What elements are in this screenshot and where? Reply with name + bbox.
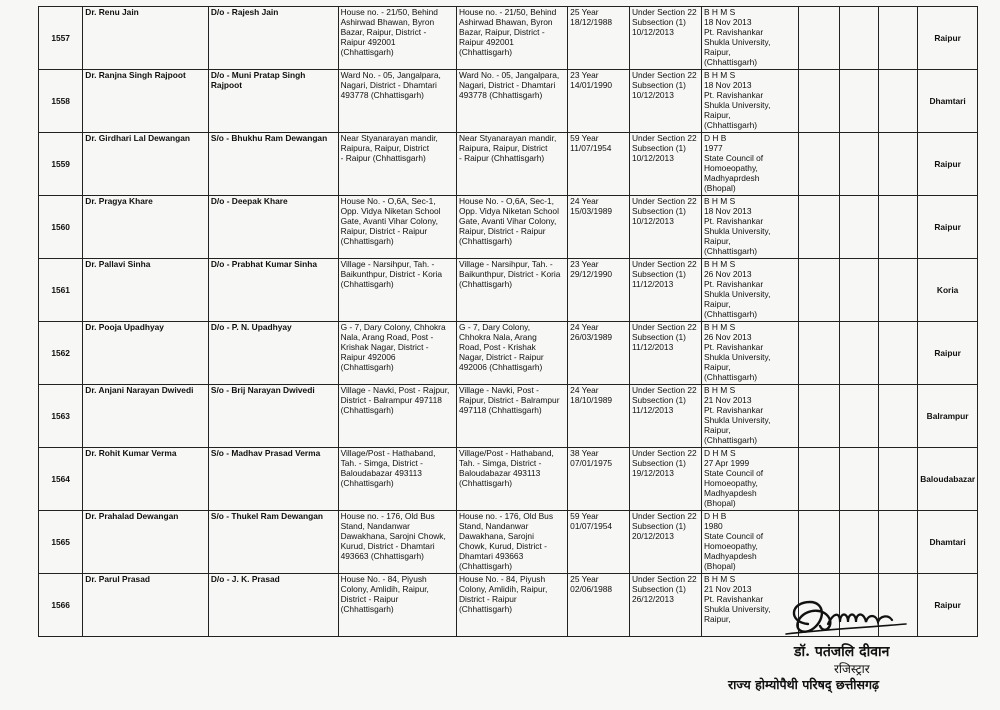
serial-number-cell: 1562	[39, 322, 83, 385]
qualification-cell: B H M S 26 Nov 2013 Pt. Ravishankar Shukla University, Raipur, (Chhattisgarh)	[702, 259, 799, 322]
blank-cell	[879, 70, 918, 133]
blank-cell	[798, 322, 839, 385]
blank-cell	[839, 7, 878, 70]
qualification-cell: B H M S 21 Nov 2013 Pt. Ravishankar Shukla University, Raipur, (Chhattisgarh)	[702, 385, 799, 448]
age-dob-cell: 23 Year 14/01/1990	[568, 70, 630, 133]
blank-cell	[839, 133, 878, 196]
qualification-cell: B H M S 18 Nov 2013 Pt. Ravishankar Shukla University, Raipur, (Chhattisgarh)	[702, 196, 799, 259]
table-row	[39, 322, 978, 385]
registration-section-cell: Under Section 22 Subsection (1) 10/12/2013	[629, 70, 701, 133]
doctor-name-cell: Dr. Ranjna Singh Rajpoot	[83, 70, 209, 133]
district-cell: Raipur	[918, 322, 978, 385]
age-dob-cell: 38 Year 07/01/1975	[568, 448, 630, 511]
registration-section-cell: Under Section 22 Subsection (1) 20/12/2013	[629, 511, 701, 574]
registration-section-cell: Under Section 22 Subsection (1) 10/12/2013	[629, 133, 701, 196]
table-row	[39, 196, 978, 259]
qualification-cell: B H M S 21 Nov 2013 Pt. Ravishankar Shukla University, Raipur,	[702, 574, 799, 637]
qualification-cell: D H B 1977 State Council of Homoeopathy, Madhyaprdesh (Bhopal)	[702, 133, 799, 196]
table-row	[39, 7, 978, 70]
handwritten-signature	[778, 594, 928, 642]
correspondence-address-cell: House no. - 176, Old Bus Stand, Nandanwar Dawakhana, Sarojni Chowk, Kurud, District - Dhamtari 493663 (Chhattisgarh)	[456, 511, 567, 574]
table-row	[39, 259, 978, 322]
blank-cell	[798, 196, 839, 259]
permanent-address-cell: Ward No. - 05, Jangalpara, Nagari, District - Dhamtari 493778 (Chhattisgarh)	[338, 70, 456, 133]
table-row	[39, 448, 978, 511]
doctor-name-cell: Dr. Renu Jain	[83, 7, 209, 70]
permanent-address-cell: Village/Post - Hathaband, Tah. - Simga, District - Baloudabazar 493113 (Chhattisgarh)	[338, 448, 456, 511]
serial-number-cell: 1558	[39, 70, 83, 133]
permanent-address-cell: Village - Narsihpur, Tah. - Baikunthpur, District - Koria (Chhattisgarh)	[338, 259, 456, 322]
doctor-name-cell: Dr. Rohit Kumar Verma	[83, 448, 209, 511]
parent-name-cell: S/o - Thukel Ram Dewangan	[208, 511, 338, 574]
age-dob-cell: 25 Year 02/06/1988	[568, 574, 630, 637]
serial-number-cell: 1560	[39, 196, 83, 259]
table-row	[39, 70, 978, 133]
doctor-name-cell: Dr. Pallavi Sinha	[83, 259, 209, 322]
blank-cell	[798, 511, 839, 574]
parent-name-cell: S/o - Madhav Prasad Verma	[208, 448, 338, 511]
serial-number-cell: 1557	[39, 7, 83, 70]
blank-cell	[798, 259, 839, 322]
correspondence-address-cell: House no. - 21/50, Behind Ashirwad Bhawan, Byron Bazar, Raipur, District - Raipur 492001 (Chhattisgarh)	[456, 7, 567, 70]
qualification-cell: B H M S 26 Nov 2013 Pt. Ravishankar Shukla University, Raipur, (Chhattisgarh)	[702, 322, 799, 385]
serial-number-cell: 1563	[39, 385, 83, 448]
parent-name-cell: D/o - P. N. Upadhyay	[208, 322, 338, 385]
blank-cell	[879, 133, 918, 196]
qualification-cell: B H M S 18 Nov 2013 Pt. Ravishankar Shukla University, Raipur, (Chhattisgarh)	[702, 7, 799, 70]
qualification-cell: D H M S 27 Apr 1999 State Council of Homoeopathy, Madhyapdesh (Bhopal)	[702, 448, 799, 511]
blank-cell	[839, 448, 878, 511]
doctor-name-cell: Dr. Anjani Narayan Dwivedi	[83, 385, 209, 448]
qualification-cell: B H M S 18 Nov 2013 Pt. Ravishankar Shukla University, Raipur, (Chhattisgarh)	[702, 70, 799, 133]
permanent-address-cell: G - 7, Dary Colony, Chhokra Nala, Arang Road, Post - Krishak Nagar, District - Raipur 492006 (Chhattisgarh)	[338, 322, 456, 385]
parent-name-cell: D/o - Muni Pratap Singh Rajpoot	[208, 70, 338, 133]
registration-section-cell: Under Section 22 Subsection (1) 19/12/2013	[629, 448, 701, 511]
doctor-name-cell: Dr. Parul Prasad	[83, 574, 209, 637]
doctor-name-cell: Dr. Girdhari Lal Dewangan	[83, 133, 209, 196]
registration-section-cell: Under Section 22 Subsection (1) 26/12/2013	[629, 574, 701, 637]
serial-number-cell: 1561	[39, 259, 83, 322]
table-body	[39, 7, 978, 637]
correspondence-address-cell: G - 7, Dary Colony, Chhokra Nala, Arang Road, Post - Krishak Nagar, District - Raipur 492006 (Chhattisgarh)	[456, 322, 567, 385]
correspondence-address-cell: House No. - O,6A, Sec-1, Opp. Vidya Niketan School Gate, Avanti Vihar Colony, Raipur, District - Raipur (Chhattisgarh)	[456, 196, 567, 259]
blank-cell	[879, 511, 918, 574]
district-cell: Raipur	[918, 196, 978, 259]
doctor-name-cell: Dr. Pragya Khare	[83, 196, 209, 259]
parent-name-cell: D/o - Prabhat Kumar Sinha	[208, 259, 338, 322]
age-dob-cell: 24 Year 26/03/1989	[568, 322, 630, 385]
correspondence-address-cell: Near Styanarayan mandir, Raipura, Raipur, District - Raipur (Chhattisgarh)	[456, 133, 567, 196]
district-cell: Raipur	[918, 7, 978, 70]
age-dob-cell: 59 Year 01/07/1954	[568, 511, 630, 574]
correspondence-address-cell: Ward No. - 05, Jangalpara, Nagari, District - Dhamtari 493778 (Chhattisgarh)	[456, 70, 567, 133]
district-cell: Dhamtari	[918, 70, 978, 133]
blank-cell	[798, 133, 839, 196]
parent-name-cell: D/o - Deepak Khare	[208, 196, 338, 259]
registrar-name: डॉ. पतंजलि दीवान	[794, 644, 890, 660]
age-dob-cell: 25 Year 18/12/1988	[568, 7, 630, 70]
doctor-name-cell: Dr. Pooja Upadhyay	[83, 322, 209, 385]
registration-section-cell: Under Section 22 Subsection (1) 11/12/2013	[629, 322, 701, 385]
blank-cell	[879, 7, 918, 70]
blank-cell	[839, 511, 878, 574]
district-cell: Baloudabazar	[918, 448, 978, 511]
registrar-signature-block	[728, 590, 990, 705]
age-dob-cell: 24 Year 15/03/1989	[568, 196, 630, 259]
serial-number-cell: 1564	[39, 448, 83, 511]
district-cell: Dhamtari	[918, 511, 978, 574]
blank-cell	[798, 448, 839, 511]
serial-number-cell: 1559	[39, 133, 83, 196]
serial-number-cell: 1566	[39, 574, 83, 637]
correspondence-address-cell: Village/Post - Hathaband, Tah. - Simga, District - Baloudabazar 493113 (Chhattisgarh)	[456, 448, 567, 511]
blank-cell	[839, 385, 878, 448]
age-dob-cell: 59 Year 11/07/1954	[568, 133, 630, 196]
correspondence-address-cell: Village - Narsihpur, Tah. - Baikunthpur, District - Koria (Chhattisgarh)	[456, 259, 567, 322]
serial-number-cell: 1565	[39, 511, 83, 574]
blank-cell	[879, 196, 918, 259]
blank-cell	[798, 385, 839, 448]
blank-cell	[839, 196, 878, 259]
parent-name-cell: S/o - Brij Narayan Dwivedi	[208, 385, 338, 448]
registration-section-cell: Under Section 22 Subsection (1) 11/12/2013	[629, 259, 701, 322]
blank-cell	[839, 322, 878, 385]
district-cell: Raipur	[918, 133, 978, 196]
correspondence-address-cell: Village - Navki, Post - Rajpur, District - Balrampur 497118 (Chhattisgarh)	[456, 385, 567, 448]
qualification-cell: D H B 1980 State Council of Homoeopathy, Madhyapdesh (Bhopal)	[702, 511, 799, 574]
blank-cell	[879, 385, 918, 448]
registration-section-cell: Under Section 22 Subsection (1) 11/12/2013	[629, 385, 701, 448]
blank-cell	[839, 70, 878, 133]
parent-name-cell: D/o - Rajesh Jain	[208, 7, 338, 70]
doctor-name-cell: Dr. Prahalad Dewangan	[83, 511, 209, 574]
age-dob-cell: 24 Year 18/10/1989	[568, 385, 630, 448]
district-cell: Koria	[918, 259, 978, 322]
age-dob-cell: 23 Year 29/12/1990	[568, 259, 630, 322]
permanent-address-cell: Near Styanarayan mandir, Raipura, Raipur, District - Raipur (Chhattisgarh)	[338, 133, 456, 196]
permanent-address-cell: House No. - 84, Piyush Colony, Amlidih, Raipur, District - Raipur (Chhattisgarh)	[338, 574, 456, 637]
table-row	[39, 385, 978, 448]
blank-cell	[839, 259, 878, 322]
permanent-address-cell: Village - Navki, Post - Rajpur, District - Balrampur 497118 (Chhattisgarh)	[338, 385, 456, 448]
parent-name-cell: S/o - Bhukhu Ram Dewangan	[208, 133, 338, 196]
council-name: राज्य होम्योपैथी परिषद् छत्तीसगढ़	[728, 677, 880, 692]
blank-cell	[798, 70, 839, 133]
permanent-address-cell: House no. - 21/50, Behind Ashirwad Bhawan, Byron Bazar, Raipur, District - Raipur 492001 (Chhattisgarh)	[338, 7, 456, 70]
district-cell: Raipur	[918, 574, 978, 637]
blank-cell	[798, 7, 839, 70]
district-cell: Balrampur	[918, 385, 978, 448]
permanent-address-cell: House no. - 176, Old Bus Stand, Nandanwar Dawakhana, Sarojni Chowk, Kurud, District - Dhamtari 493663 (Chhattisgarh)	[338, 511, 456, 574]
registration-section-cell: Under Section 22 Subsection (1) 10/12/2013	[629, 196, 701, 259]
blank-cell	[879, 259, 918, 322]
blank-cell	[879, 322, 918, 385]
blank-cell	[879, 448, 918, 511]
table-row	[39, 511, 978, 574]
permanent-address-cell: House No. - O,6A, Sec-1, Opp. Vidya Niketan School Gate, Avanti Vihar Colony, Raipur, District - Raipur (Chhattisgarh)	[338, 196, 456, 259]
registrar-title: रजिस्ट्रार	[834, 662, 870, 676]
registration-section-cell: Under Section 22 Subsection (1) 10/12/2013	[629, 7, 701, 70]
parent-name-cell: D/o - J. K. Prasad	[208, 574, 338, 637]
registration-table	[38, 6, 978, 637]
correspondence-address-cell: House No. - 84, Piyush Colony, Amlidih, Raipur, District - Raipur (Chhattisgarh)	[456, 574, 567, 637]
table-row	[39, 133, 978, 196]
